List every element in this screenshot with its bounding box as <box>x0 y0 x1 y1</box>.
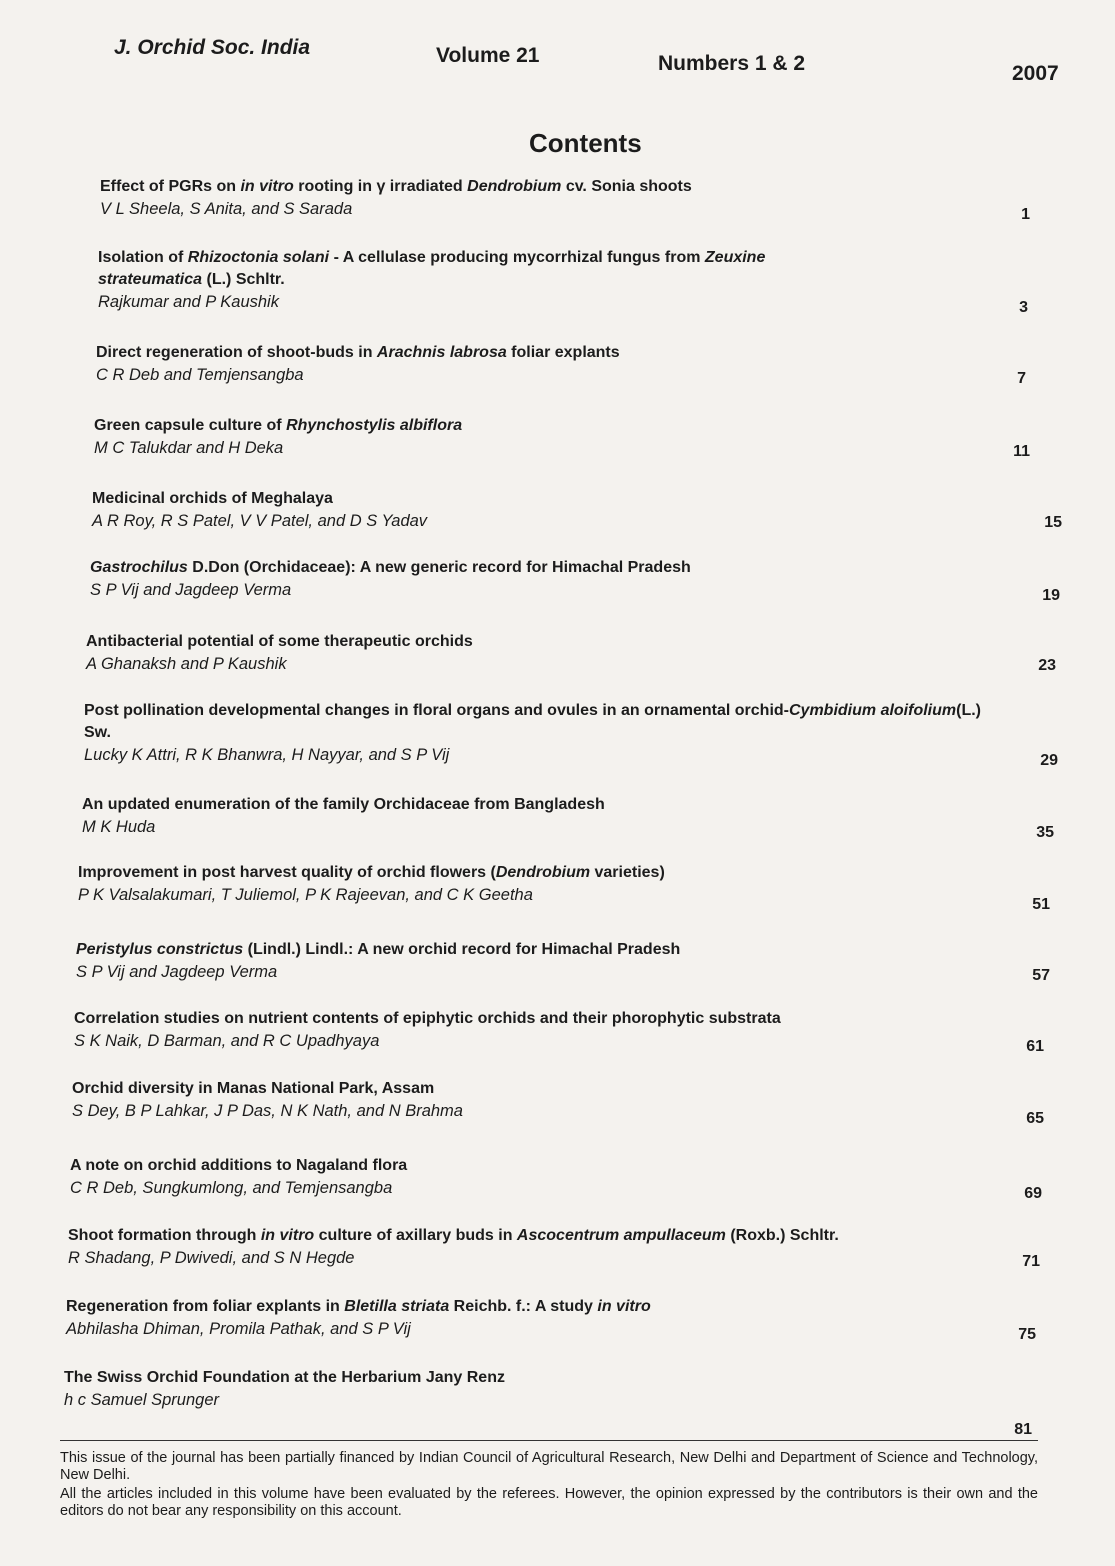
title-text-run: Isolation of <box>98 249 188 266</box>
title-text-run: Orchid diversity in Manas National Park, Assam <box>72 1080 435 1097</box>
footer-notes <box>60 1450 1038 1522</box>
article-authors: R Shadang, P Dwivedi, and S N Hegde <box>68 1249 355 1267</box>
title-text-run: Antibacterial potential of some therapeutic orchids <box>86 633 473 650</box>
title-text-run: Green capsule culture of <box>94 417 287 434</box>
article-page: 57 <box>1032 967 1050 984</box>
article-page: 29 <box>1040 752 1058 769</box>
title-text-run: The Swiss Orchid Foundation at the Herbarium Jany Renz <box>64 1369 505 1386</box>
article-authors: M C Talukdar and H Deka <box>94 439 284 457</box>
funding-note: This issue of the journal has been partially financed by Indian Council of Agricultural Research, New Delhi and Department of Science and Technology, New Delhi. <box>60 1450 1038 1483</box>
article-authors: Lucky K Attri, R K Bhanwra, H Nayyar, and S P Vij <box>84 746 450 764</box>
contents-heading: Contents <box>529 128 642 158</box>
toc-entry[interactable] <box>70 1155 1042 1205</box>
article-title <box>96 342 996 364</box>
title-italic-run: Rhizoctonia solani <box>187 249 330 266</box>
article-authors: S P Vij and Jagdeep Verma <box>90 581 292 599</box>
title-italic-run: Ascocentrum ampullaceum <box>516 1227 726 1244</box>
article-page: 75 <box>1018 1326 1036 1343</box>
journal-name: J. Orchid Soc. India <box>114 36 311 59</box>
title-italic-run: in vitro <box>240 178 294 195</box>
article-page: 61 <box>1026 1038 1044 1055</box>
title-text-run: Medicinal orchids of Meghalaya <box>92 490 333 507</box>
publication-year: 2007 <box>1012 62 1059 85</box>
toc-entry[interactable] <box>82 794 1054 844</box>
article-page: 35 <box>1036 824 1054 841</box>
title-text-run: (L.) Sw. <box>84 702 981 741</box>
article-authors: P K Valsalakumari, T Juliemol, P K Rajeevan, and C K Geetha <box>78 886 533 904</box>
article-authors: S Dey, B P Lahkar, J P Das, N K Nath, and N Brahma <box>72 1102 463 1120</box>
title-text-run: culture of axillary buds in <box>314 1227 517 1244</box>
toc-entry[interactable] <box>98 247 1028 317</box>
title-text-run: varieties) <box>590 864 665 881</box>
article-title <box>92 488 992 510</box>
title-text-run: Effect of PGRs on <box>100 178 241 195</box>
title-text-run: - A cellulase producing mycorrhizal fungus from <box>329 249 705 266</box>
article-authors: M K Huda <box>82 818 156 836</box>
title-text-run: D.Don (Orchidaceae): A new generic record for Himachal Pradesh <box>187 559 691 576</box>
article-title <box>90 557 990 579</box>
title-italic-run: Peristylus constrictus <box>76 941 244 958</box>
article-authors: h c Samuel Sprunger <box>64 1391 220 1409</box>
title-text-run: Direct regeneration of shoot-buds in <box>96 344 377 361</box>
title-text-run: (Lindl.) Lindl.: A new orchid record for Himachal Pradesh <box>243 941 681 958</box>
article-page: 65 <box>1026 1110 1044 1127</box>
title-text-run: A note on orchid additions to Nagaland flora <box>70 1157 408 1174</box>
article-title <box>76 939 976 961</box>
title-text-run: Regeneration from foliar explants in <box>66 1298 345 1315</box>
article-page: 1 <box>1021 206 1030 223</box>
title-italic-run: Zeuxine strateumatica <box>98 249 766 288</box>
article-page: 51 <box>1032 896 1050 913</box>
title-text-run: Post pollination developmental changes in floral organs and ovules in an ornamental orchid- <box>84 702 789 719</box>
article-page: 3 <box>1019 299 1028 316</box>
title-text-run: cv. Sonia shoots <box>561 178 692 195</box>
article-page: 15 <box>1044 514 1062 531</box>
article-title <box>68 1225 968 1247</box>
title-italic-run: Dendrobium <box>495 864 591 881</box>
footer-divider <box>60 1440 1038 1441</box>
toc-entry[interactable] <box>76 939 1050 989</box>
article-authors: A Ghanaksh and P Kaushik <box>86 655 287 673</box>
toc-entry[interactable] <box>94 415 1030 465</box>
title-text-run: rooting in γ irradiated <box>293 178 468 195</box>
article-title <box>66 1296 966 1318</box>
toc-entry[interactable] <box>74 1008 1044 1058</box>
issue-numbers: Numbers 1 & 2 <box>658 52 806 75</box>
title-italic-run: Bletilla striata <box>344 1298 450 1315</box>
title-italic-run: Dendrobium <box>467 178 562 195</box>
toc-entry[interactable] <box>72 1078 1044 1128</box>
article-authors: C R Deb and Temjensangba <box>96 366 304 384</box>
article-title <box>64 1367 964 1389</box>
article-page: 71 <box>1022 1253 1040 1270</box>
toc-entry[interactable] <box>78 862 1050 912</box>
article-title <box>82 794 982 816</box>
toc-entry[interactable] <box>96 342 1026 392</box>
toc-entry[interactable] <box>68 1225 1040 1275</box>
article-authors: V L Sheela, S Anita, and S Sarada <box>100 200 353 218</box>
toc-entry[interactable] <box>100 176 1030 226</box>
toc-entry[interactable] <box>92 488 1062 538</box>
article-title <box>74 1008 974 1030</box>
title-italic-run: Gastrochilus <box>90 559 188 576</box>
article-page: 81 <box>1014 1421 1032 1438</box>
article-title <box>98 247 788 291</box>
article-page: 19 <box>1042 587 1060 604</box>
volume-number: Volume 21 <box>436 44 540 67</box>
title-text-run: Reichb. f.: A study <box>449 1298 598 1315</box>
toc-entry[interactable] <box>86 631 1056 681</box>
article-authors: C R Deb, Sungkumlong, and Temjensangba <box>70 1179 393 1197</box>
title-text-run: Shoot formation through <box>68 1227 261 1244</box>
article-page: 23 <box>1038 657 1056 674</box>
article-page: 7 <box>1017 370 1026 387</box>
title-italic-run: in vitro <box>260 1227 315 1244</box>
article-title <box>78 862 978 884</box>
article-page: 69 <box>1024 1185 1042 1202</box>
title-text-run: foliar explants <box>506 344 620 361</box>
title-text-run: Improvement in post harvest quality of orchid flowers ( <box>78 864 496 881</box>
disclaimer-note: All the articles included in this volume have been evaluated by the referees. However, the opinion expressed by the contributors is their own and the editors do not bear any responsibility on this account. <box>60 1486 1038 1519</box>
title-text-run: (L.) Schltr. <box>202 271 285 288</box>
title-italic-run: Arachnis labrosa <box>376 344 507 361</box>
article-authors: Abhilasha Dhiman, Promila Pathak, and S P Vij <box>66 1320 411 1338</box>
article-title <box>72 1078 972 1100</box>
article-authors: S K Naik, D Barman, and R C Upadhyaya <box>74 1032 380 1050</box>
title-italic-run: Rhynchostylis albiflora <box>286 417 463 434</box>
toc-entry[interactable] <box>84 700 1058 772</box>
title-text-run: (Roxb.) Schltr. <box>725 1227 839 1244</box>
article-page: 11 <box>1013 443 1030 460</box>
article-authors: Rajkumar and P Kaushik <box>98 293 279 311</box>
title-text-run: An updated enumeration of the family Orchidaceae from Bangladesh <box>82 796 605 813</box>
toc-entry[interactable] <box>66 1296 1036 1346</box>
title-text-run: Correlation studies on nutrient contents of epiphytic orchids and their phorophytic substrata <box>74 1010 781 1027</box>
article-title <box>86 631 986 653</box>
article-title <box>84 700 984 744</box>
article-title <box>94 415 994 437</box>
article-authors: A R Roy, R S Patel, V V Patel, and D S Yadav <box>92 512 428 530</box>
toc-entry[interactable] <box>90 557 1060 607</box>
article-title <box>70 1155 970 1177</box>
article-title <box>100 176 1000 198</box>
toc-entry[interactable] <box>64 1367 1032 1439</box>
article-authors: S P Vij and Jagdeep Verma <box>76 963 278 981</box>
title-italic-run: in vitro <box>597 1298 651 1315</box>
title-italic-run: Cymbidium aloifolium <box>789 702 957 719</box>
